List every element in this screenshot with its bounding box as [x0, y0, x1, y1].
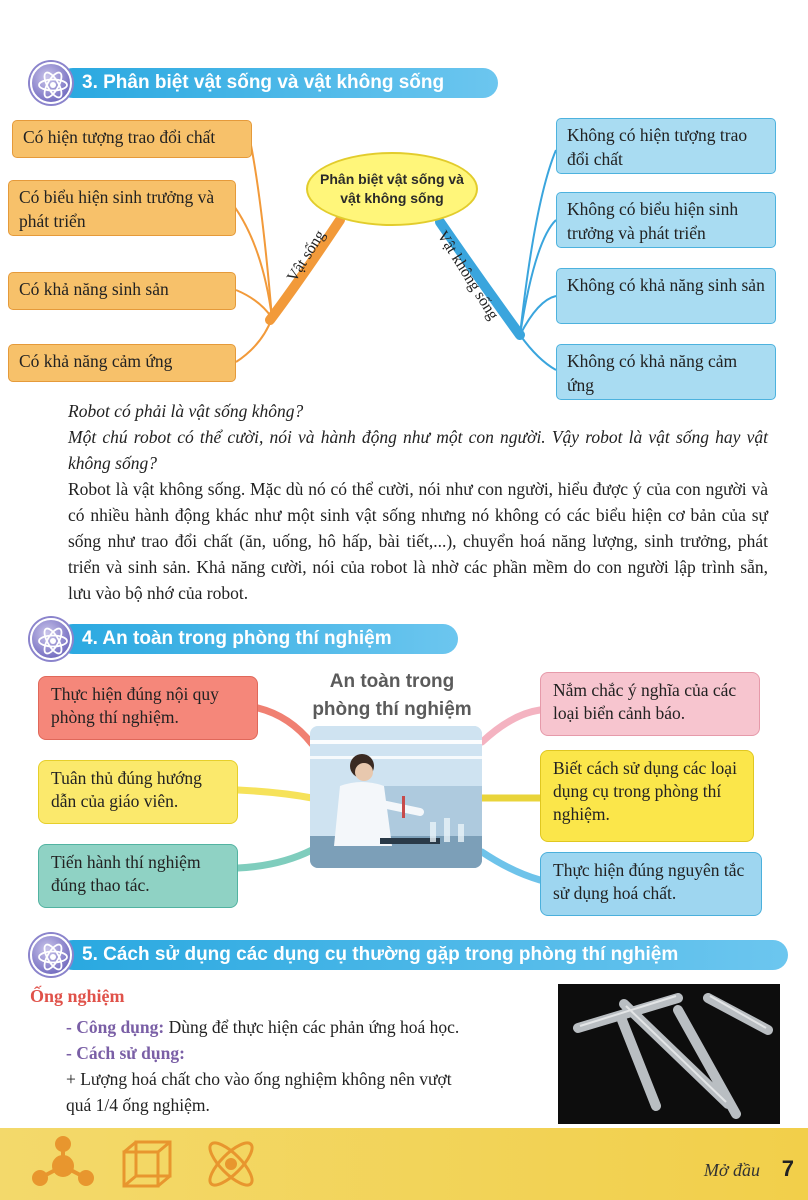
- section-5-header: [30, 934, 790, 974]
- mindmap-3-center-text: Phân biệt vật sống và vật không sống: [320, 171, 464, 206]
- nonliving-trait-1: Không có hiện tượng trao đổi chất: [556, 118, 776, 174]
- how-label: - Cách sử dụng:: [66, 1043, 185, 1063]
- living-trait-3: Có khả năng sinh sản: [8, 272, 236, 310]
- atom-footer-icon: [196, 1134, 266, 1194]
- molecule-icon: [28, 1136, 98, 1196]
- safety-rule-4: Nắm chắc ý nghĩa của các loại biển cảnh báo.: [540, 672, 760, 736]
- living-trait-1: Có hiện tượng trao đổi chất: [12, 120, 252, 158]
- branch-label-nonliving: Vật không sống: [433, 228, 502, 323]
- lab-scientist-photo: [310, 726, 482, 868]
- chapter-name: Mở đầu: [703, 1160, 760, 1180]
- safety-rule-1: Thực hiện đúng nội quy phòng thí nghiệm.: [38, 676, 258, 740]
- living-trait-4: Có khả năng cảm ứng: [8, 344, 236, 382]
- atom-icon: [30, 62, 72, 104]
- robot-answer: Robot là vật không sống. Mặc dù nó có thể cười, nói như con người, hiểu được ý của con người và có nhiều hành động khác như một sinh vật sống nhưng nó không có các biểu hiện cơ bản của sự sống như trao đổi chất (ăn, uống, hô hấp, bài tiết,...), chuyển hoá năng lượng, sinh trưởng, phát triển và sinh sản. Khả năng cười, nói của robot là nhờ các phần mềm do con người lập trình sẵn, lưu vào bộ nhớ của robot.: [68, 479, 768, 603]
- use-label: - Công dụng:: [66, 1017, 165, 1037]
- robot-question-body: Một chú robot có thể cười, nói và hành động như một con người. Vậy robot là vật sống hay vật không sống?: [68, 427, 768, 473]
- atom-icon: [30, 934, 72, 976]
- page-number: 7: [781, 1156, 794, 1181]
- how-line-2: quá 1/4 ống nghiệm.: [66, 1095, 210, 1115]
- section-5-title: 5. Cách sử dụng các dụng cụ thường gặp trong phòng thí nghiệm: [82, 944, 679, 965]
- section-3-title: 3. Phân biệt vật sống và vật không sống: [82, 72, 445, 93]
- test-tube-use: [66, 1014, 459, 1040]
- test-tubes-photo: [558, 984, 780, 1124]
- nonliving-trait-2: Không có biểu hiện sinh trưởng và phát triển: [556, 192, 776, 248]
- living-trait-2: Có biểu hiện sinh trưởng và phát triển: [8, 180, 236, 236]
- section-5-title-bar: [58, 940, 788, 970]
- safety-rule-5: Biết cách sử dụng các loại dụng cụ trong phòng thí nghiệm.: [540, 750, 754, 842]
- mindmap-4-center-line2: phòng thí nghiệm: [312, 699, 472, 720]
- crystal-lattice-icon: [112, 1136, 182, 1196]
- nonliving-trait-4: Không có khả năng cảm ứng: [556, 344, 776, 400]
- page-footer: [0, 1128, 808, 1200]
- how-line-1: + Lượng hoá chất cho vào ống nghiệm không nên vượt: [66, 1069, 452, 1089]
- mindmap-4-center-line1: An toàn trong: [329, 671, 455, 692]
- nonliving-trait-3: Không có khả năng sinh sản: [556, 268, 776, 324]
- section-4-title: 4. An toàn trong phòng thí nghiệm: [82, 628, 392, 649]
- safety-rule-3: Tiến hành thí nghiệm đúng thao tác.: [38, 844, 238, 908]
- robot-question-title: Robot có phải là vật sống không?: [68, 401, 304, 421]
- use-text: Dùng để thực hiện các phản ứng hoá học.: [164, 1017, 460, 1037]
- safety-rule-2: Tuân thủ đúng hướng dẫn của giáo viên.: [38, 760, 238, 824]
- branch-label-living: Vật sống: [284, 227, 329, 286]
- test-tube-title: Ống nghiệm: [30, 986, 125, 1006]
- mindmap-4-center-title: [292, 668, 492, 724]
- atom-icon: [30, 618, 72, 660]
- safety-rule-6: Thực hiện đúng nguyên tắc sử dụng hoá chất.: [540, 852, 762, 916]
